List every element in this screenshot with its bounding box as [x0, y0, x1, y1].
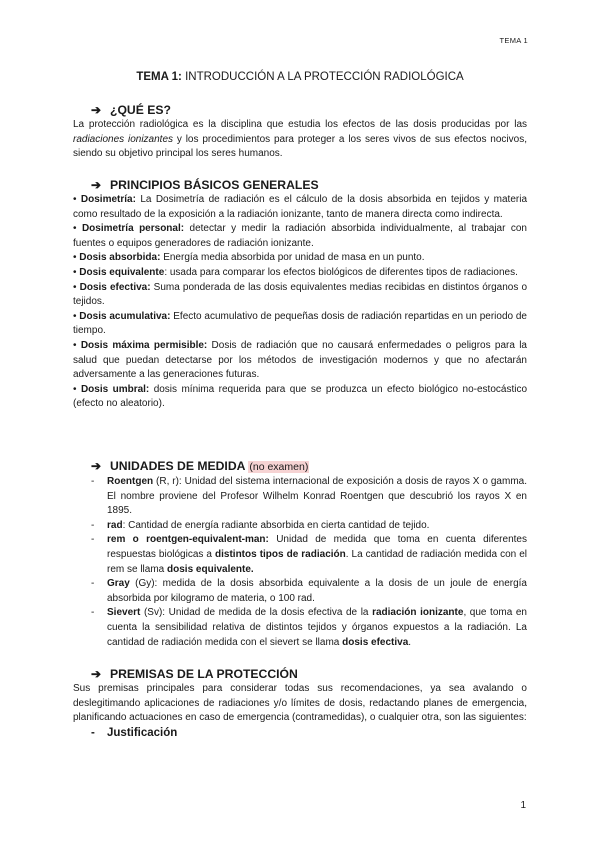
- premisas-list: [73, 726, 527, 741]
- page-number: 1: [520, 800, 526, 811]
- section-paragraph: La protección radiológica es la disciplina que estudia los efectos de las dosis producidas por las radiaciones ionizantes y los procedimientos para proteger a los seres vivos de sus efectos nocivos, siendo su objetivo principal los seres humanos.: [73, 119, 527, 160]
- section-unidades: [73, 459, 527, 650]
- running-header: TEMA 1: [499, 36, 528, 45]
- list-item: - Roentgen (R, r): Unidad del sistema internacional de exposición a dosis de rayos X o gamma. El nombre proviene del Profesor Wilhelm Konrad Roentgen que descubrió los rayos X en 1895.: [73, 475, 527, 519]
- list-item: - Sievert (Sv): Unidad de medida de la dosis efectiva de la radiación ionizante, que toma en cuenta la sensibilidad relativa de distintos tejidos y órganos expuestos a la radiación. La cantidad de radiación medida con el sievert se llama dosis efectiva.: [73, 606, 527, 650]
- arrow-right-icon: ➔: [91, 178, 102, 192]
- arrow-right-icon: ➔: [91, 667, 102, 681]
- list-item: • Dosimetría personal: detectar y medir la radiación absorbida individualmente, al trabajar con fuentes o equipos generadores de radiación ionizante.: [73, 223, 527, 249]
- section-heading: ➔ UNIDADES DE MEDIDA (no examen): [91, 459, 309, 473]
- units-list: [73, 475, 527, 650]
- arrow-right-icon: ➔: [91, 103, 102, 117]
- section-paragraph: Sus premisas principales para considerar todas sus recomendaciones, ya sea avalando o deslegitimando aplicaciones de radiaciones y/o límites de dosis, redactando planes de emergencia, planificando actuaciones en caso de emergencia (contramedidas), o cualquier otra, son las siguientes:: [73, 683, 527, 724]
- list-item: • Dosis umbral: dosis mínima requerida para que se produzca un efecto biológico no-estocástico (efecto no aleatorio).: [73, 383, 528, 410]
- list-item: • Dosis efectiva: Suma ponderada de las dosis equivalentes medias recibidas en distintos órganos o tejidos.: [73, 281, 528, 308]
- page-title: [0, 71, 600, 83]
- section-que-es: [73, 103, 527, 162]
- title-prefix: TEMA 1:: [136, 71, 182, 83]
- section-heading: ➔ PRINCIPIOS BÁSICOS GENERALES: [91, 178, 319, 192]
- section-heading: ➔ PREMISAS DE LA PROTECCIÓN: [91, 667, 298, 681]
- section-heading: ➔ ¿QUÉ ES?: [91, 103, 171, 117]
- list-item: - rad: Cantidad de energía radiante absorbida en cierta cantidad de tejido.: [73, 519, 527, 534]
- no-exam-badge: (no examen): [249, 461, 309, 473]
- arrow-right-icon: ➔: [91, 459, 102, 473]
- list-item: - Gray (Gy): medida de la dosis absorbida equivalente a la dosis de un joule de energía absorbida por kilogramo de materia, o 100 rad.: [73, 577, 527, 606]
- list-item: - Justificación: [73, 726, 527, 741]
- title-text: INTRODUCCIÓN A LA PROTECCIÓN RADIOLÓGICA: [181, 71, 464, 83]
- section-premisas: [73, 667, 527, 740]
- list-item: • Dosimetría: La Dosimetría de radiación es el cálculo de la dosis absorbida en tejidos y materia como resultado de la exposición a la radiación ionizante, tanto de manera directa como indirecta.: [73, 194, 528, 220]
- list-item: • Dosis máxima permisible: Dosis de radiación que no causará enfermedades o peligros para la salud que puedan detectarse por los métodos de investigación modernos y que no afectarán adversamente a las generaciones futuras.: [73, 339, 527, 381]
- list-item: • Dosis equivalente: usada para comparar los efectos biológicos de diferentes tipos de radiaciones.: [73, 266, 518, 278]
- section-principios: [73, 178, 527, 412]
- list-item: • Dosis absorbida: Energía media absorbida por unidad de masa en un punto.: [73, 252, 425, 264]
- list-item: • Dosis acumulativa: Efecto acumulativo de pequeñas dosis de radiación repartidas en un periodo de tiempo.: [73, 310, 527, 337]
- list-item: - rem o roentgen-equivalent-man: Unidad de medida que toma en cuenta diferentes respuestas biológicas a distintos tipos de radiación. La cantidad de radiación medida con el rem se llama dosis equivalente.: [73, 533, 527, 577]
